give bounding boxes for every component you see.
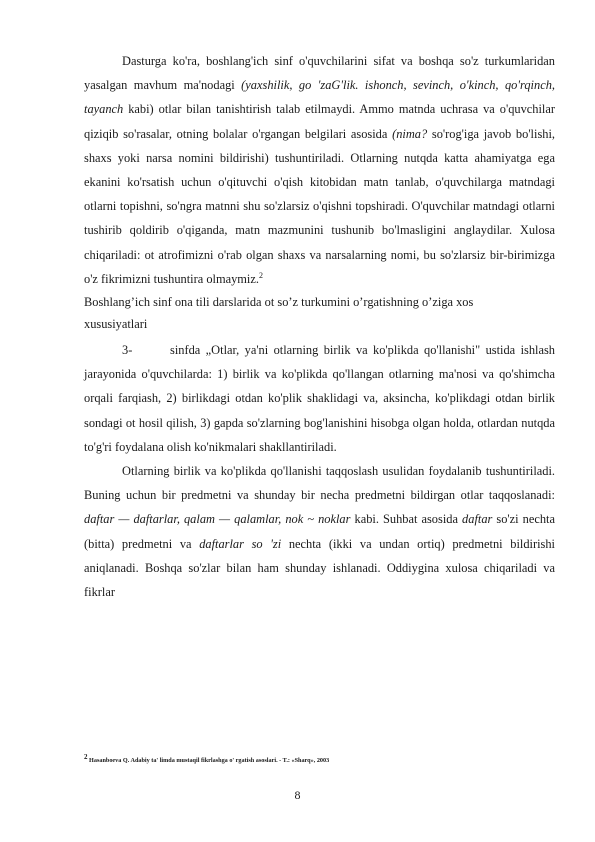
footnote-reference: 2 (258, 270, 263, 280)
paragraph-singular-plural (84, 338, 555, 459)
paragraph1-text-e: so'rog'iga javob bo'lishi, shaxs yoki narsa nomini bildirishi) tushuntiriladi. Otlarning nutqda katta ahamiyatga ega ekanini ko'rsatish uchun o'qituvchi o'qish kitobidan matn tanlab, o'quvchilarga matndagi otlarni topishni, so'ngra matnni shu so'zlarsiz o'qishni topshiradi. O'quvchilar matndagi otlarni tushirib qoldirib o'qiganda, matn mazmunini tushunib bo'lmasligini anglaydilar. Xulosa chiqariladi: ot atrofimizni o'rab olgan shaxs va narsalarning nomi, bu so'zlarsiz bir-birimizga o'z fikrimizni tushuntira olmaymiz. (84, 126, 555, 286)
paragraph3-word-daftarlar: daftarlar so 'zi (199, 536, 282, 551)
paragraph1-examples: (yaxshilik, go 'zaG'lik. ishonch, sevinch, o'kinch, qo'rqinch, tayanch (84, 78, 555, 117)
footnote (84, 752, 555, 766)
paragraph3-examples: daftar — daftarlar, qalam — qalamlar, nok ~ noklar (84, 512, 351, 527)
document-body (84, 49, 555, 604)
paragraph3-text-e: so'zi nechta (bitta) predmetni va (84, 512, 556, 551)
page-number: 8 (294, 788, 301, 802)
section-heading: Boshlang’ich sinf ona tili darslarida ot so’z turkumini o’rgatishning o’ziga xos xususiyatlari (84, 295, 474, 332)
paragraph3-text-a: Otlarning birlik va ko'plikda qo'llanishi taqqoslash usulidan foydalanib tushuntiriladi. Buning uchun bir predmetni va shunday bir necha predmetni bildirgan otlar taqqoslanadi: (84, 464, 555, 503)
footnote-text: Hasanboeva Q. Adabiy ta' limda mustaqil fikrlashga o' rgatish asoslari. - T.: «Sharq», 2003 (89, 757, 330, 764)
paragraph1-text-c: kabi) otlar bilan tanishtirish talab etilmaydi. Ammo matnda uchrasa va o'quvchilar qiziqib so'rasalar, otning bolalar o'rgangan belgilari asosida (84, 102, 555, 141)
paragraph3-text-g: nechta (ikki va undan ortiq) predmetni bildirishi aniqlanadi. Boshqa so'zlar bilan ham shunday ishlanadi. Oddiygina xulosa chiqariladi va fikrlar (84, 536, 555, 600)
paragraph1-question: (nima? (392, 126, 428, 141)
paragraph2-number: 3- (122, 343, 133, 358)
paragraph3-text-c: kabi. Suhbat asosida (350, 512, 463, 527)
paragraph1-text-a: Dasturga ko'ra, boshlang'ich sinf o'quvchilarini sifat va boshqa so'z turkumlaridan yasalgan mavhum ma'nodagi (84, 54, 555, 93)
paragraph-abstract-nouns (84, 49, 555, 291)
footnote-mark: 2 (84, 752, 88, 761)
paragraph3-word-daftar: daftar (462, 512, 493, 527)
paragraph-comparison (84, 459, 555, 604)
paragraph2-text: sinfda „Otlar, ya'ni otlarning birlik va ko'plikda qo'llanishi" ustida ishlash jarayonida o'quvchilarda: 1) birlik va ko'plikda qo'llangan otlarning ma'nosi va qo'shimcha orqali farqiash, 2) birlikdagi otdan ko'plik shaklidagi va, aksincha, ko'plikdagi otdan birlik sondagi ot hosil qilish, 3) gapda so'zlarning bog'lanishini hisobga olgan holda, otlardan nutqda to'g'ri foydalana olish ko'nikmalari shakllantiriladi. (84, 343, 555, 454)
